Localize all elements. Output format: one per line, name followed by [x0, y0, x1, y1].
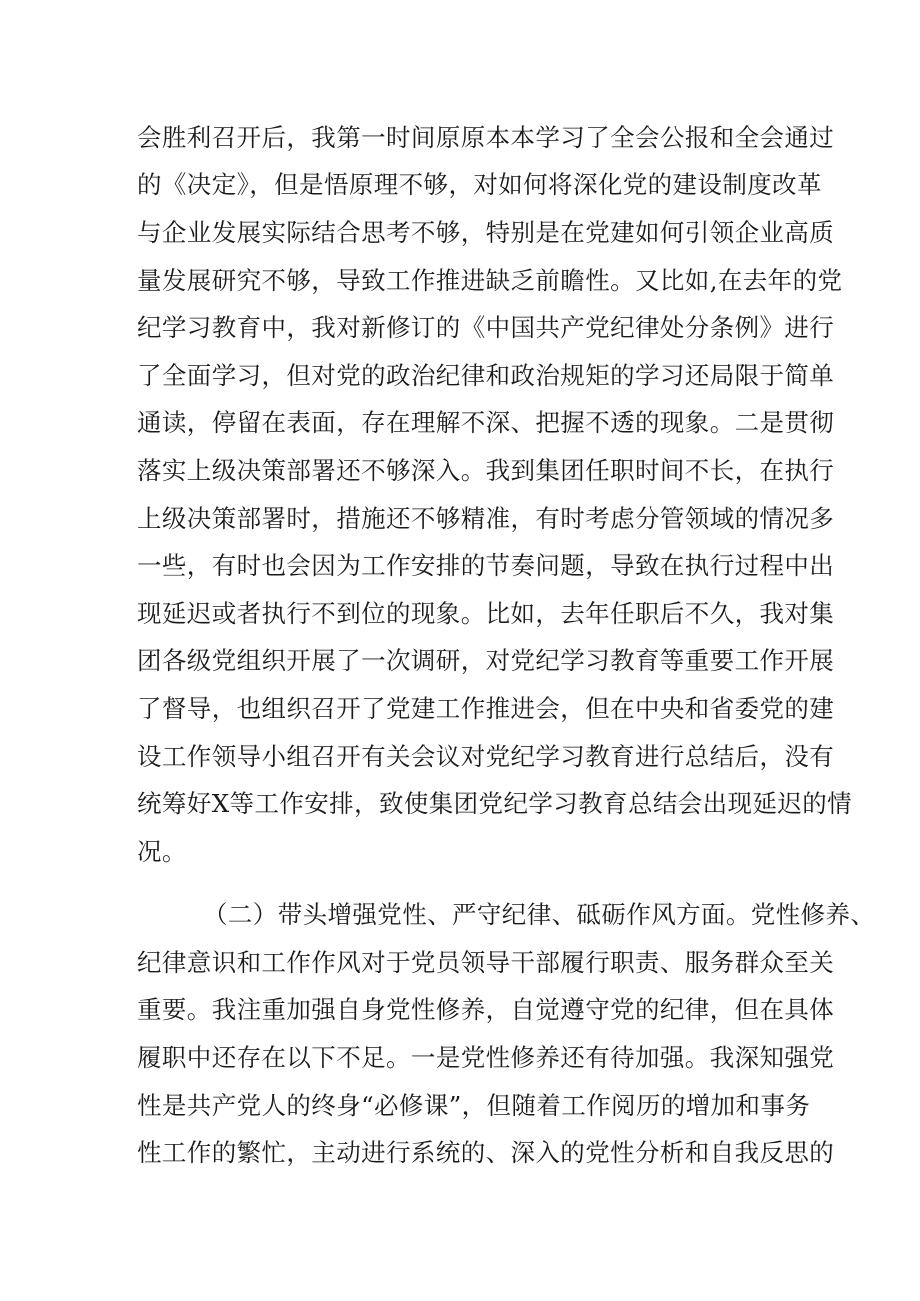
text-line: 与企业发展实际结合思考不够，特别是在党建如何引领企业高质	[137, 218, 835, 247]
text-line: 重要。我注重加强自身党性修养，自觉遵守党的纪律，但在具体	[137, 995, 835, 1024]
text-line: 一些，有时也会因为工作安排的节奏问题，导致在执行过程中出	[137, 551, 835, 580]
section-heading-line: （二）带头增强党性、严守纪律、砥砺作风方面。党性修养、	[203, 900, 876, 929]
text-line: 团各级党组织开展了一次调研，对党纪学习教育等重要工作开展	[137, 646, 835, 675]
text-line: 通读，停留在表面，存在理解不深、把握不透的现象。二是贯彻	[137, 408, 835, 437]
text-line: 上级决策部署时，措施还不够精准，有时考虑分管领域的情况多	[137, 504, 835, 533]
text-line: 会胜利召开后，我第一时间原原本本学习了全会公报和全会通过	[137, 123, 835, 152]
text-line: 纪律意识和工作作风对于党员领导干部履行职责、服务群众至关	[137, 948, 835, 977]
text-line: 现延迟或者执行不到位的现象。比如，去年任职后不久，我对集	[137, 599, 835, 628]
text-line: 履职中还存在以下不足。一是党性修养还有待加强。我深知强党	[137, 1043, 835, 1072]
text-line: 设工作领导小组召开有关会议对党纪学习教育进行总结后，没有	[137, 742, 835, 771]
text-line: 落实上级决策部署还不够深入。我到集团任职时间不长，在执行	[137, 456, 835, 485]
text-line: 的《决定》，但是悟原理不够，对如何将深化党的建设制度改革	[137, 170, 822, 199]
text-line: 性工作的繁忙，主动进行系统的、深入的党性分析和自我反思的	[137, 1138, 835, 1167]
text-line: 统筹好X等工作安排，致使集团党纪学习教育总结会出现延迟的情	[137, 789, 853, 818]
text-line: 纪学习教育中，我对新修订的《中国共产党纪律处分条例》进行	[137, 313, 835, 342]
text-line: 况。	[137, 837, 187, 866]
text-line: 了全面学习，但对党的政治纪律和政治规矩的学习还局限于简单	[137, 361, 835, 390]
text-line: 量发展研究不够，导致工作推进缺乏前瞻性。又比如,在去年的党	[137, 266, 843, 295]
text-line: 了督导，也组织召开了党建工作推进会，但在中央和省委党的建	[137, 694, 835, 723]
text-line: 性是共产党人的终身“必修课”，但随着工作阅历的增加和事务	[137, 1091, 811, 1120]
